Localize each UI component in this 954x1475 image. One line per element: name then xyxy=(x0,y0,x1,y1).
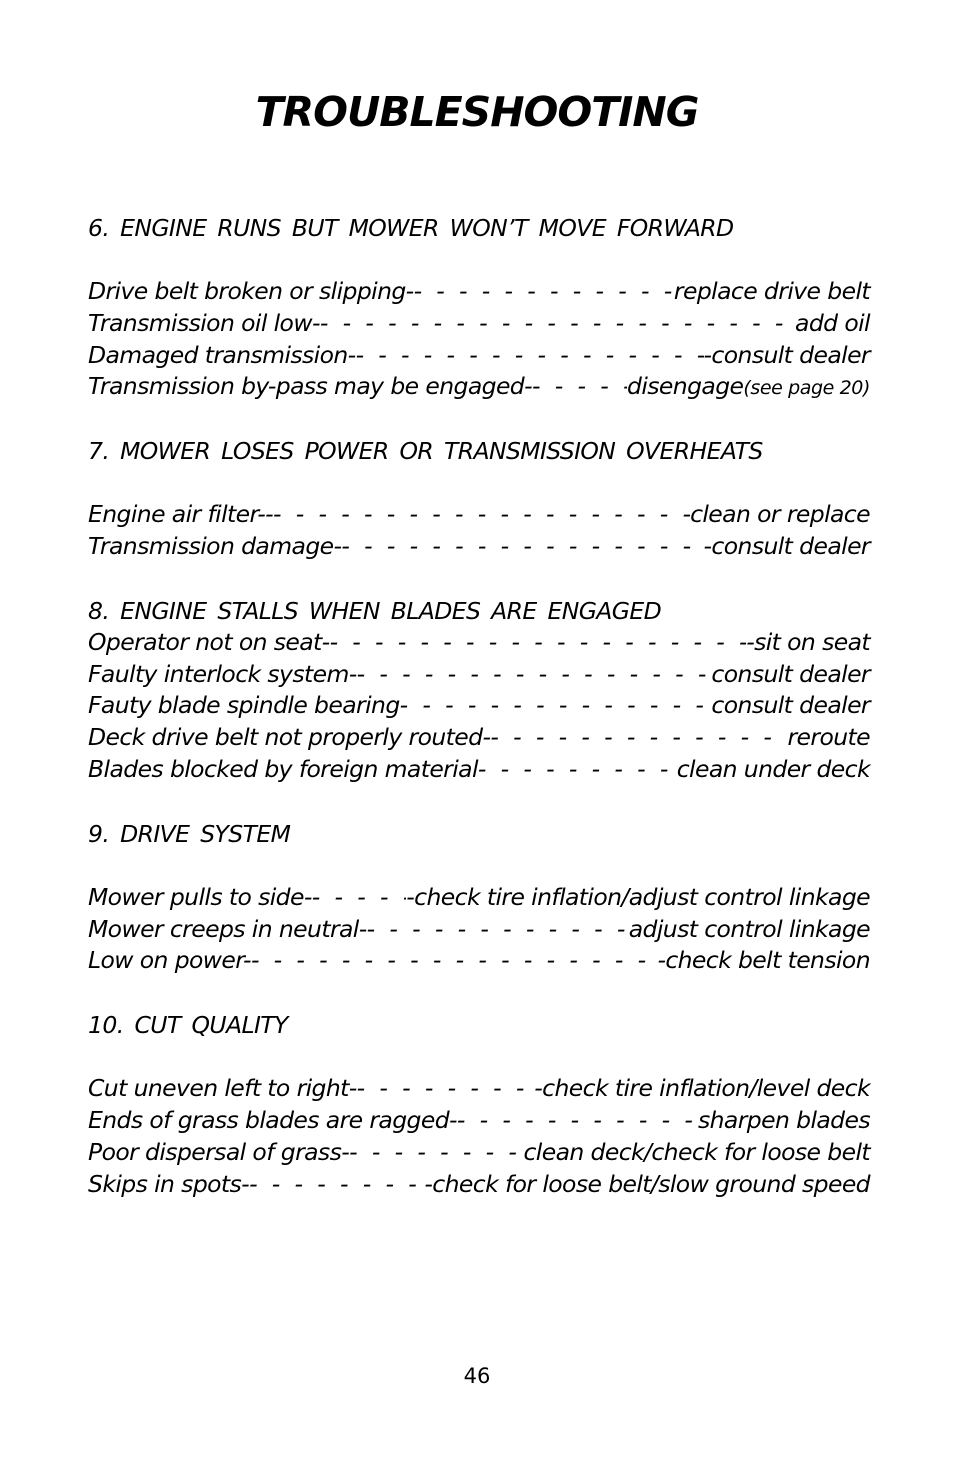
problem-cause: Transmission damage- xyxy=(88,531,342,560)
remedy: add oil xyxy=(795,308,870,337)
troubleshooting-list xyxy=(88,212,870,1200)
section-heading: 9. DRIVE SYSTEM xyxy=(88,819,291,848)
troubleshooting-row xyxy=(88,914,870,946)
dot-leader xyxy=(478,754,677,786)
dot-leader xyxy=(312,882,407,914)
remedy: -consult dealer xyxy=(703,531,870,560)
dot-leader xyxy=(349,1137,523,1169)
troubleshooting-row xyxy=(88,945,870,977)
dot-leader xyxy=(357,1073,535,1105)
troubleshooting-row xyxy=(88,754,870,786)
dot-leader xyxy=(320,308,795,340)
troubleshooting-row xyxy=(88,1073,870,1105)
dot-leader xyxy=(330,627,747,659)
remedy: -check tire inflation/adjust control linkage xyxy=(406,882,870,911)
problem-cause: Ends of grass blades are ragged- xyxy=(88,1105,457,1134)
remedy: -sit on seat xyxy=(746,627,870,656)
troubleshooting-row xyxy=(88,659,870,691)
page-reference-note: (see page 20) xyxy=(743,377,870,400)
problem-cause: Blades blocked by foreign material xyxy=(88,754,478,783)
remedy: -check tire inflation/level deck xyxy=(534,1074,870,1103)
dot-leader xyxy=(341,531,703,563)
section-heading: 10. CUT QUALITY xyxy=(88,1011,288,1040)
remedy-text: disengage xyxy=(627,372,744,401)
problem-cause: Drive belt broken or slipping- xyxy=(88,277,414,305)
troubleshooting-row xyxy=(88,531,870,563)
remedy: -check belt tension xyxy=(657,946,870,975)
problem-cause: Cut uneven left to right- xyxy=(88,1074,357,1103)
section-heading: 7. MOWER LOSES POWER OR TRANSMISSION OVERHEATS xyxy=(88,437,763,466)
troubleshooting-row xyxy=(88,627,870,659)
problem-cause: Skips in spots- xyxy=(88,1169,250,1198)
dot-leader xyxy=(414,276,674,308)
remedy: consult dealer xyxy=(711,691,870,720)
dot-leader xyxy=(400,690,712,722)
problem-cause: Transmission by-pass may be engaged- xyxy=(88,372,533,401)
troubleshooting-row xyxy=(88,690,870,722)
remedy: adjust control linkage xyxy=(628,914,870,943)
remedy: reroute xyxy=(787,723,870,752)
section-heading: 6. ENGINE RUNS BUT MOWER WON’T MOVE FORWARD xyxy=(88,214,734,242)
dot-leader xyxy=(273,499,690,531)
remedy: clean deck/check for loose belt xyxy=(523,1137,870,1166)
dot-leader xyxy=(251,945,658,977)
troubleshooting-row xyxy=(88,1169,870,1201)
problem-cause: Deck drive belt not properly routed- xyxy=(88,723,491,752)
problem-cause: Transmission oil low- xyxy=(88,308,320,337)
problem-cause: Engine air filter-- xyxy=(88,500,274,529)
dot-leader xyxy=(367,914,629,946)
remedy: clean under deck xyxy=(676,754,870,783)
page-title: TROUBLESHOOTING xyxy=(255,88,699,136)
problem-cause: Fauty blade spindle bearing xyxy=(88,691,400,720)
dot-leader xyxy=(490,722,787,754)
dot-leader xyxy=(249,1169,424,1201)
troubleshooting-row xyxy=(88,1105,870,1137)
problem-cause: Low on power- xyxy=(88,946,251,975)
dot-leader xyxy=(457,1105,698,1137)
remedy: replace drive belt xyxy=(673,277,870,305)
problem-cause: Operator not on seat- xyxy=(88,627,330,656)
problem-cause: Damaged transmission- xyxy=(88,340,356,369)
remedy: -check for loose belt/slow ground speed xyxy=(424,1169,870,1198)
problem-cause: Faulty interlock system- xyxy=(88,659,357,688)
troubleshooting-row xyxy=(88,308,870,340)
troubleshooting-row xyxy=(88,722,870,754)
page-number: 46 xyxy=(463,1364,491,1388)
troubleshooting-row xyxy=(88,371,870,403)
remedy xyxy=(627,371,870,403)
remedy: consult dealer xyxy=(711,659,870,688)
troubleshooting-row xyxy=(88,499,870,531)
section-heading: 8. ENGINE STALLS WHEN BLADES ARE ENGAGED xyxy=(88,596,662,625)
troubleshooting-row xyxy=(88,276,870,308)
troubleshooting-row xyxy=(88,882,870,914)
remedy: -consult dealer xyxy=(703,340,870,369)
dot-leader xyxy=(532,371,627,403)
problem-cause: Mower pulls to side- xyxy=(88,882,312,911)
problem-cause: Poor dispersal of grass- xyxy=(88,1137,350,1166)
troubleshooting-row xyxy=(88,340,870,372)
dot-leader xyxy=(357,659,712,691)
problem-cause: Mower creeps in neutral- xyxy=(88,914,367,943)
troubleshooting-row xyxy=(88,1137,870,1169)
remedy: clean or replace xyxy=(690,500,870,529)
dot-leader xyxy=(356,340,704,372)
remedy: sharpen blades xyxy=(697,1105,870,1134)
